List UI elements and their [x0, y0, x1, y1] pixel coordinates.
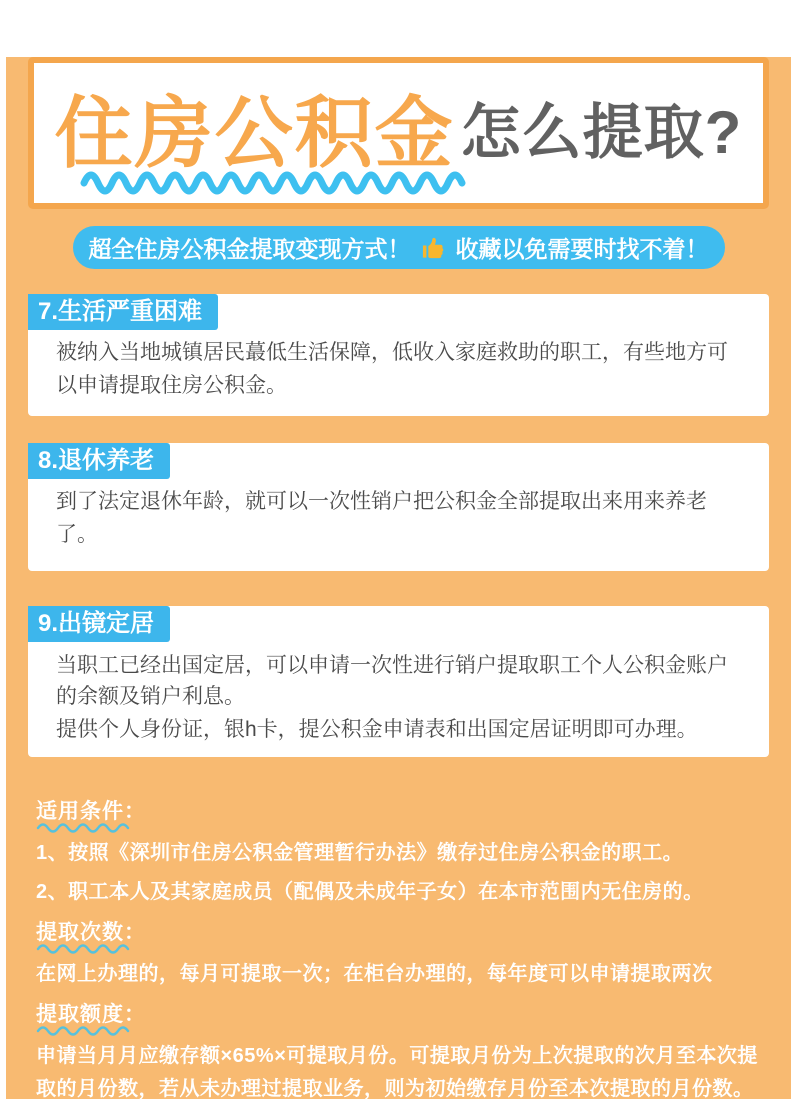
wavy-underline-icon	[36, 944, 130, 952]
section-card-9	[28, 606, 769, 757]
infographic-page	[0, 57, 800, 1099]
section-card-7	[28, 294, 769, 416]
section-7-heading-chip: 7.生活严重困难	[28, 294, 218, 330]
section-card-8	[28, 443, 769, 571]
banner-text-left: 超全住房公积金提取变现方式！	[88, 236, 411, 262]
page-title-rest: 怎么提取?	[460, 99, 743, 166]
note-label-frequency: 提取次数：	[36, 921, 146, 944]
page-title	[54, 89, 743, 177]
section-9-body-line-2: 提供个人身份证，银h卡，提公积金申请表和出国定居证明即可办理。	[56, 718, 698, 741]
note-label-wrap	[36, 1004, 146, 1034]
wavy-underline-icon	[80, 169, 472, 191]
thumbs-up-icon	[420, 234, 447, 261]
note-frequency-line-1: 在网上办理的，每月可提取一次；在柜台办理的，每年度可以申请提取两次	[36, 963, 713, 985]
note-conditions-line-1: 1、按照《深圳市住房公积金管理暂行办法》缴存过住房公积金的职工。	[36, 842, 684, 864]
section-8-body: 到了法定退休年龄，就可以一次性销户把公积金全部提取出来用来养老了。	[56, 490, 707, 546]
title-box	[28, 57, 769, 209]
note-group-frequency	[36, 922, 761, 991]
note-conditions-line-2: 2、职工本人及其家庭成员（配偶及未成年子女）在本市范围内无住房的。	[36, 881, 704, 903]
section-8-heading-chip: 8.退休养老	[28, 443, 170, 479]
subtitle-banner	[73, 226, 725, 269]
note-label-wrap	[36, 922, 146, 952]
wavy-underline-icon	[36, 823, 130, 831]
note-label-conditions: 适用条件：	[36, 800, 146, 823]
note-label-quota: 提取额度：	[36, 1003, 146, 1026]
note-group-quota	[36, 1004, 761, 1106]
notes-area	[28, 801, 769, 1106]
note-group-conditions	[36, 801, 761, 909]
section-9-heading-chip: 9.出镜定居	[28, 606, 170, 642]
section-7-body: 被纳入当地城镇居民蕞低生活保障，低收入家庭救助的职工，有些地方可以申请提取住房公积金。	[56, 341, 728, 397]
note-quota-line-1: 申请当月月应缴存额×65%×可提取月份。可提取月份为上次提取的次月至本次提取的月份数，若从未办理过提取业务，则为初始缴存月份至本次提取的月份数。	[36, 1045, 758, 1100]
section-9-body-line-1: 当职工已经出国定居，可以申请一次性进行销户提取职工个人公积金账户的余额及销户利息。	[56, 654, 728, 708]
note-label-wrap	[36, 801, 146, 831]
page-title-highlight: 住房公积金	[54, 89, 455, 177]
wavy-underline-icon	[36, 1026, 130, 1034]
banner-text-right: 收藏以免需要时找不着！	[455, 236, 709, 262]
